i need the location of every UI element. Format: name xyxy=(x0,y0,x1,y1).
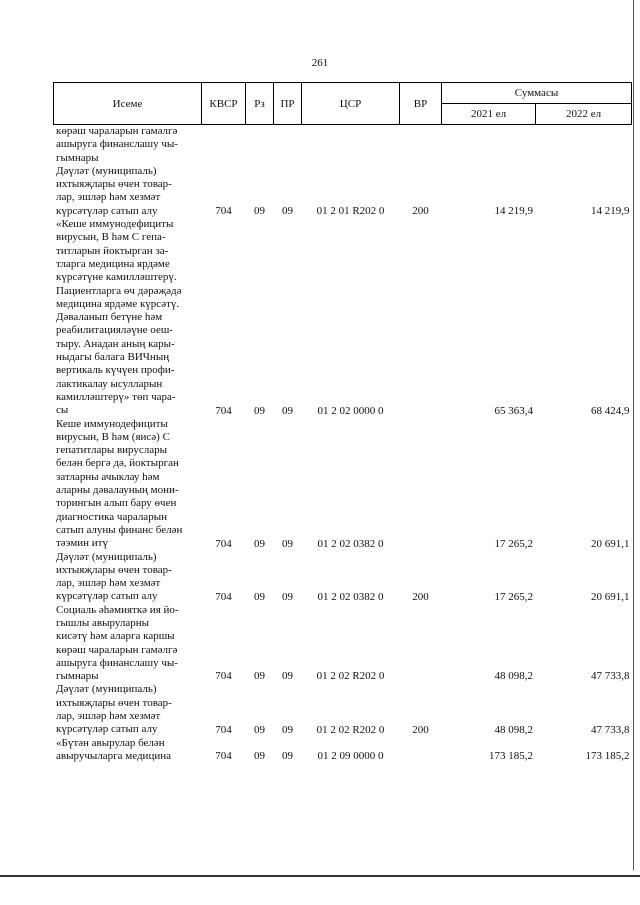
row-name-line: Дәваланып бетүне һәм xyxy=(56,311,163,324)
row-kvsr: 704 xyxy=(215,590,232,603)
row-name-line: вирусын, В һәм С гепа- xyxy=(56,231,166,244)
row-pr: 09 xyxy=(282,537,293,550)
row-name xyxy=(54,551,202,604)
row-name-line: затларны ачыклау һәм xyxy=(56,470,160,483)
row-name-line: диагностика чараларын xyxy=(56,510,167,523)
row-name xyxy=(54,604,202,684)
row-rz: 09 xyxy=(254,723,265,736)
row-vr xyxy=(400,604,442,684)
row-sum-2021: 17 265,2 xyxy=(494,537,533,550)
row-rz: 09 xyxy=(254,590,265,603)
row-kvsr: 704 xyxy=(215,205,232,218)
row-name-line: ашыруга финанслашу чы- xyxy=(56,656,178,669)
row-name-line: күрсәтүне камилләштерү. xyxy=(56,271,177,284)
row-name xyxy=(54,418,202,551)
row-sum-2021: 65 363,4 xyxy=(494,404,533,417)
row-name-line: тәэмин итү xyxy=(56,537,108,550)
table-row xyxy=(54,218,632,417)
header-name: Исеме xyxy=(54,83,202,125)
row-csr: 01 2 09 0000 0 xyxy=(317,750,384,763)
row-name-line: гышлы авыруларны xyxy=(56,616,149,629)
row-kvsr: 704 xyxy=(215,537,232,550)
header-kvsr: КВСР xyxy=(202,83,246,125)
row-name-line: ихтыяҗлары өчен товар- xyxy=(56,696,172,709)
row-vr xyxy=(400,737,442,764)
row-pr: 09 xyxy=(282,670,293,683)
row-name-line: көрәш чараларын гамәлгә xyxy=(56,643,178,656)
row-pr: 09 xyxy=(282,404,293,417)
row-vr: 200 xyxy=(412,723,429,736)
header-rz: Рз xyxy=(246,83,274,125)
table-row xyxy=(54,683,632,736)
row-rz: 09 xyxy=(254,205,265,218)
row-name-line: ныдагы балага ВИЧның xyxy=(56,351,170,364)
table-body xyxy=(54,125,632,764)
row-name-line: гымнары xyxy=(56,151,99,164)
table-row xyxy=(54,125,632,165)
row-name-line: Дәүләт (муниципаль) xyxy=(56,683,157,696)
table-row xyxy=(54,165,632,218)
row-rz: 09 xyxy=(254,750,265,763)
row-name-line: тыру. Анадан аның кары- xyxy=(56,337,175,350)
row-name-line: ихтыяҗлары өчен товар- xyxy=(56,178,172,191)
row-vr xyxy=(400,125,442,165)
row-name-line: Кеше иммунодефициты xyxy=(56,417,168,430)
row-csr xyxy=(302,125,400,165)
row-kvsr: 704 xyxy=(215,404,232,417)
row-name-line: күрсәтүләр сатып алу xyxy=(56,590,158,603)
row-rz: 09 xyxy=(254,670,265,683)
row-name xyxy=(54,165,202,218)
header-2022: 2022 ел xyxy=(536,104,632,125)
row-pr: 09 xyxy=(282,590,293,603)
page-edge-bottom xyxy=(0,875,640,877)
row-name-line: белән бергә дә, йоктырган xyxy=(56,457,179,470)
row-csr: 01 2 02 R202 0 xyxy=(316,723,385,736)
row-rz: 09 xyxy=(254,537,265,550)
row-csr: 01 2 02 0000 0 xyxy=(317,404,384,417)
row-name-line: лар, эшләр һәм хезмәт xyxy=(56,191,161,204)
row-rz xyxy=(246,125,274,165)
row-name-line: вертикаль күчүен профи- xyxy=(56,364,175,377)
row-vr: 200 xyxy=(412,590,429,603)
table-row xyxy=(54,418,632,551)
row-name-line: ашыруга финанслашу чы- xyxy=(56,138,178,151)
row-pr xyxy=(274,125,302,165)
row-sum-2022: 14 219,9 xyxy=(591,205,630,218)
row-csr: 01 2 02 R202 0 xyxy=(316,670,385,683)
row-name-line: тларга медицина ярдәме xyxy=(56,257,170,270)
row-sum-2022: 47 733,8 xyxy=(591,723,630,736)
row-name-line: реабилитацияләүне оеш- xyxy=(56,324,173,337)
row-name-line: «Кеше иммунодефициты xyxy=(56,218,174,231)
row-name-line: Дәүләт (муниципаль) xyxy=(56,164,157,177)
header-2021: 2021 ел xyxy=(442,104,536,125)
row-pr: 09 xyxy=(282,205,293,218)
row-name-line: лар, эшләр һәм хезмәт xyxy=(56,710,161,723)
table-row xyxy=(54,737,632,764)
row-sum-2021: 48 098,2 xyxy=(494,670,533,683)
header-csr: ЦСР xyxy=(302,83,400,125)
row-sum-2021: 173 185,2 xyxy=(489,750,533,763)
row-sum-2021 xyxy=(442,125,536,165)
row-name-line: торингын алып бару өчен xyxy=(56,497,177,510)
row-rz: 09 xyxy=(254,404,265,417)
row-sum-2021: 14 219,9 xyxy=(494,205,533,218)
row-name-line: вирусын, В һәм (яисә) С xyxy=(56,430,170,443)
table-row xyxy=(54,604,632,684)
row-name-line: лар, эшләр һәм хезмәт xyxy=(56,577,161,590)
row-pr: 09 xyxy=(282,750,293,763)
row-name-line: кисәтү һәм аларга каршы xyxy=(56,630,175,643)
header-sums: Суммасы xyxy=(442,83,632,104)
row-sum-2022: 20 691,1 xyxy=(591,590,630,603)
row-name-line: «Бүтән авырулар белән xyxy=(56,736,165,749)
row-name xyxy=(54,125,202,165)
row-sum-2022: 68 424,9 xyxy=(591,404,630,417)
row-kvsr: 704 xyxy=(215,750,232,763)
row-name xyxy=(54,737,202,764)
row-kvsr: 704 xyxy=(215,670,232,683)
row-csr: 01 2 02 0382 0 xyxy=(317,590,384,603)
header-pr: ПР xyxy=(274,83,302,125)
row-sum-2021: 17 265,2 xyxy=(494,590,533,603)
row-name-line: Социаль әһәмияткә ия йо- xyxy=(56,603,179,616)
row-name-line: ихтыяҗлары өчен товар- xyxy=(56,563,172,576)
table-row xyxy=(54,551,632,604)
row-kvsr xyxy=(202,125,246,165)
row-vr xyxy=(400,218,442,417)
row-vr xyxy=(400,418,442,551)
row-csr: 01 2 01 R202 0 xyxy=(316,205,385,218)
row-csr: 01 2 02 0382 0 xyxy=(317,537,384,550)
row-name-line: гепатитлары вируслары xyxy=(56,444,168,457)
budget-table xyxy=(53,82,632,763)
row-name-line: лактикалау ысулларын xyxy=(56,377,163,390)
row-name-line: авыручыларга медицина xyxy=(56,749,171,762)
row-kvsr: 704 xyxy=(215,723,232,736)
row-sum-2022: 173 185,2 xyxy=(585,750,630,763)
row-name-line: медицина ярдәме күрсәтү. xyxy=(56,297,180,310)
page-number: 261 xyxy=(311,57,329,69)
row-name-line: Дәүләт (муниципаль) xyxy=(56,550,157,563)
page-edge-right xyxy=(633,0,634,870)
row-name-line: сы xyxy=(56,404,69,417)
row-name-line: көрәш чараларын гамәлгә xyxy=(56,125,178,137)
row-name-line: күрсәтүләр сатып алу xyxy=(56,723,158,736)
row-name-line: сатып алуны финанс белән xyxy=(56,523,183,536)
row-name-line: Пациентларга өч дәрәҗәдә xyxy=(56,284,182,297)
row-sum-2022 xyxy=(536,125,632,165)
row-pr: 09 xyxy=(282,723,293,736)
row-name-line: камилләштерү» төп чара- xyxy=(56,390,176,403)
row-name xyxy=(54,218,202,417)
row-name-line: күрсәтүләр сатып алу xyxy=(56,204,158,217)
row-sum-2022: 20 691,1 xyxy=(591,537,630,550)
row-name-line: титларын йоктырган за- xyxy=(56,244,169,257)
row-name xyxy=(54,683,202,736)
header-vr: ВР xyxy=(400,83,442,125)
row-name-line: аларны дәвалауның мони- xyxy=(56,484,179,497)
row-name-line: гымнары xyxy=(56,670,99,683)
row-sum-2021: 48 098,2 xyxy=(494,723,533,736)
row-sum-2022: 47 733,8 xyxy=(591,670,630,683)
row-vr: 200 xyxy=(412,205,429,218)
